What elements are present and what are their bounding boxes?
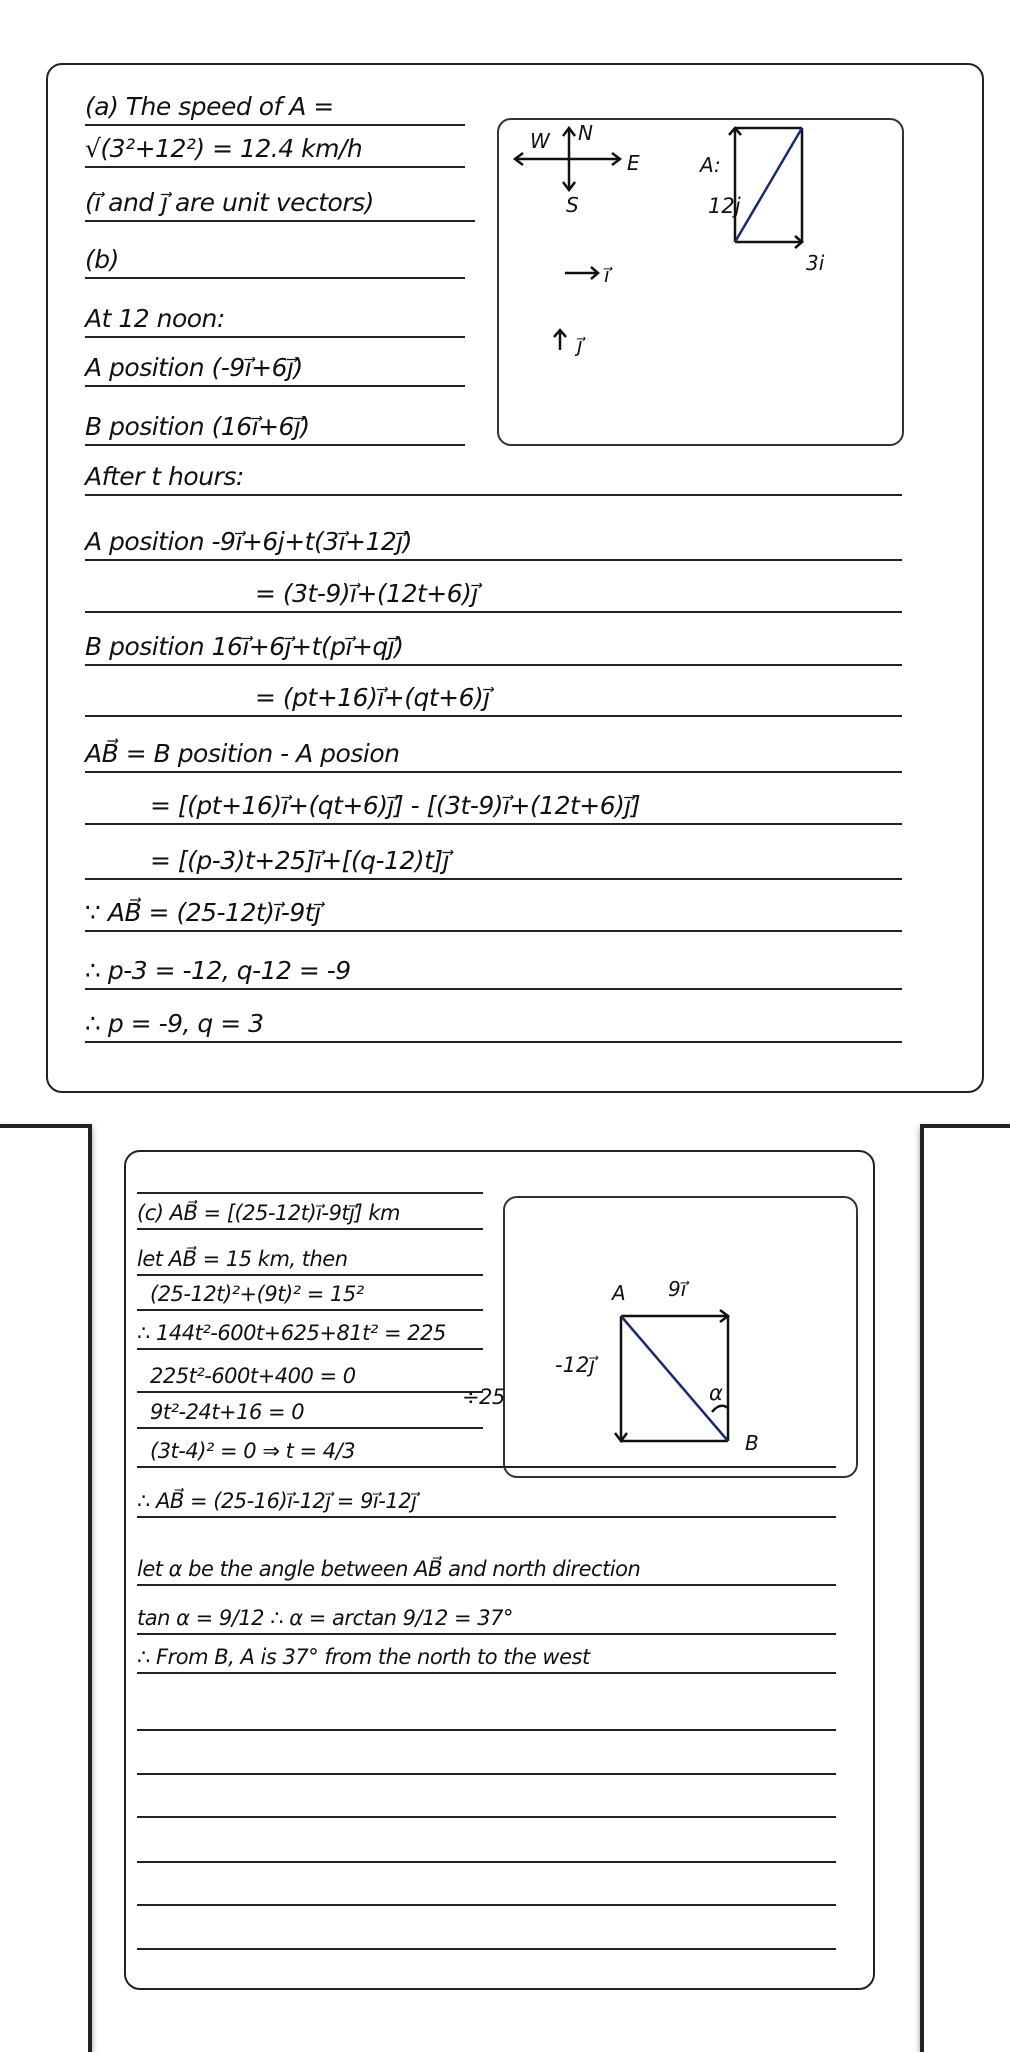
ab-collected: = [(p-3)t+25]i⃗+[(q-12)t]j⃗ (150, 846, 450, 875)
ab-definition: AB⃗ = B position - A posion (85, 739, 400, 768)
equation-5: (3t-4)² = 0 ⇒ t = 4/3 (150, 1439, 356, 1463)
east-component-label: 9i⃗ (668, 1277, 687, 1301)
part-c-ab: (c) AB⃗ = [(25-12t)i⃗-9tj⃗] km (137, 1201, 400, 1225)
blank-line (137, 1861, 836, 1863)
tan-alpha: tan α = 9/12 ∴ α = arctan 9/12 = 37° (137, 1606, 513, 1630)
velocity-a-label: A: (700, 153, 721, 177)
unit-vector-note: (i⃗ and j⃗ are unit vectors) (85, 188, 374, 217)
speed-value: √(3²+12²) = 12.4 km/h (85, 134, 363, 163)
j-unit-label: j⃗ (577, 333, 583, 357)
compass-n: N (578, 121, 593, 145)
blank-line (137, 1773, 836, 1775)
compass-w: W (530, 129, 550, 153)
compass-s: S (566, 193, 579, 217)
noon-heading: At 12 noon: (85, 304, 225, 333)
equation-4: 9t²-24t+16 = 0 (150, 1400, 305, 1424)
equation-2: ∴ 144t²-600t+625+81t² = 225 (137, 1321, 446, 1345)
pq-equations: ∴ p-3 = -12, q-12 = -9 (85, 956, 351, 985)
point-b-label: B (745, 1431, 759, 1455)
equation-1: (25-12t)²+(9t)² = 15² (150, 1282, 364, 1306)
south-component-label: -12j⃗ (555, 1353, 596, 1377)
ab-given: ∵ AB⃗ = (25-12t)i⃗-9tj⃗ (85, 898, 321, 927)
a-noon-position: A position (-9i⃗+6j⃗) (85, 353, 303, 382)
ab-expansion: = [(pt+16)i⃗+(qt+6)j⃗] - [(3t-9)i⃗+(12t+6)j⃗] (150, 791, 641, 820)
blank-line (137, 1948, 836, 1950)
blank-line (137, 1904, 836, 1906)
point-a-label: A (612, 1281, 626, 1305)
alpha-definition: let α be the angle between AB⃗ and north direction (137, 1557, 641, 1581)
ab-result: ∴ AB⃗ = (25-16)i⃗-12j⃗ = 9i⃗-12j⃗ (137, 1489, 417, 1513)
j-component-label: 12j (708, 194, 741, 218)
part-b-label: (b) (85, 245, 119, 274)
compass-e: E (627, 151, 640, 175)
b-noon-position: B position (16i⃗+6j⃗) (85, 412, 310, 441)
blank-line (137, 1816, 836, 1818)
speed-label: (a) The speed of A = (85, 92, 334, 121)
displacement-ab-arrow (621, 1316, 728, 1441)
after-t-hours: After t hours: (85, 462, 244, 491)
blank-line (137, 1729, 836, 1731)
pq-result: ∴ p = -9, q = 3 (85, 1009, 264, 1038)
bearing-conclusion: ∴ From B, A is 37° from the north to the west (137, 1645, 590, 1669)
b-position-t: B position 16i⃗+6j⃗+t(pi⃗+qj⃗) (85, 632, 404, 661)
equation-3: 225t²-600t+400 = 0 (150, 1364, 356, 1388)
divide-by-25: ÷25 (462, 1385, 505, 1409)
i-component-label: 3i (806, 251, 825, 275)
i-unit-label: i⃗ (604, 263, 610, 287)
a-position-simplified: = (3t-9)i⃗+(12t+6)j⃗ (255, 579, 478, 608)
a-position-t: A position -9i⃗+6j+t(3i⃗+12j⃗) (85, 527, 413, 556)
b-position-simplified: = (pt+16)i⃗+(qt+6)j⃗ (255, 683, 490, 712)
alpha-angle-label: α (709, 1381, 723, 1405)
let-ab-15: let AB⃗ = 15 km, then (137, 1247, 348, 1271)
